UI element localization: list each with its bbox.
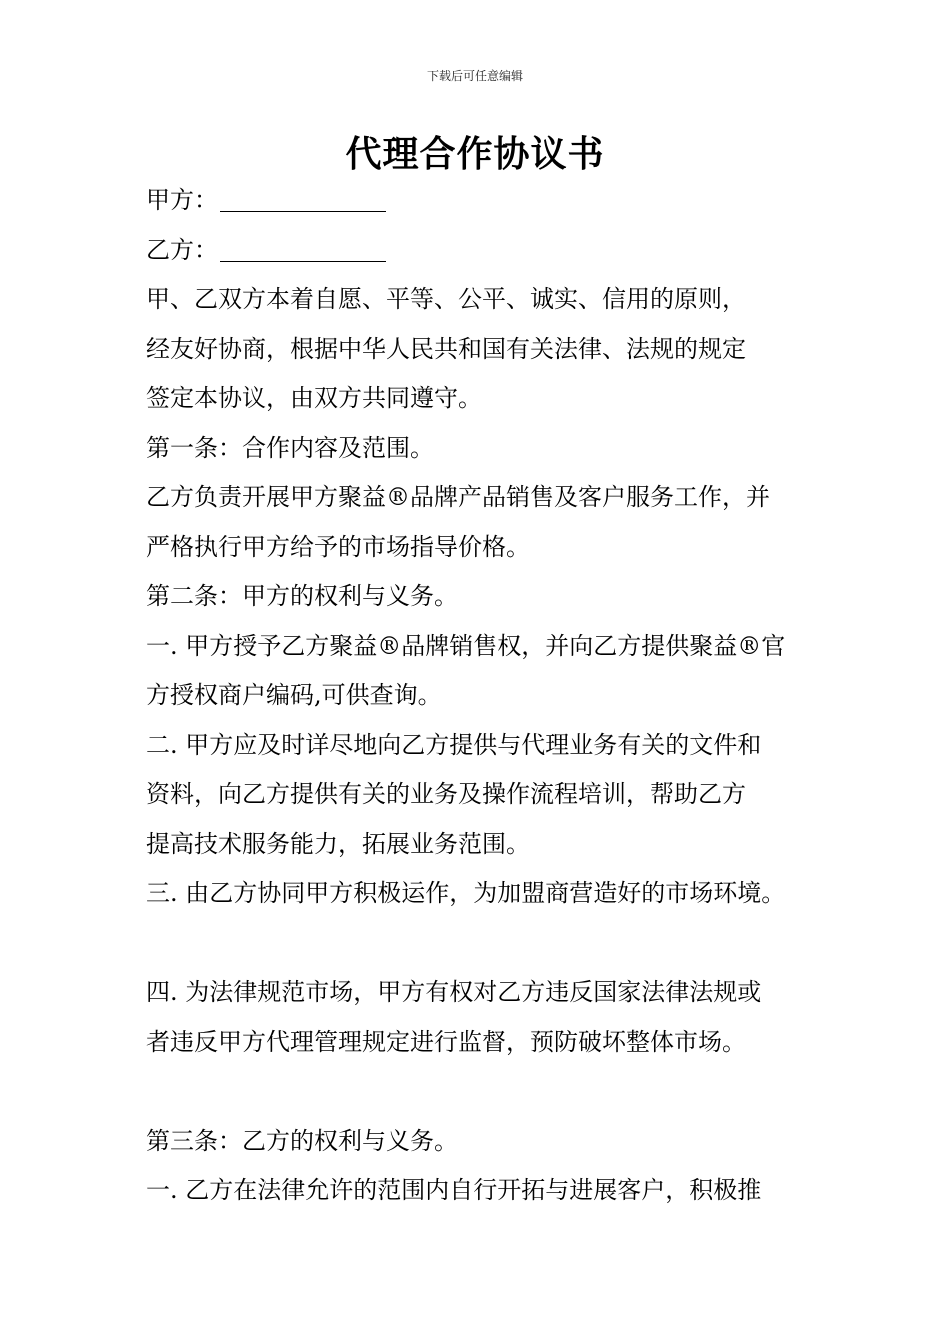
- party-b-line: [146, 226, 826, 276]
- preamble-line-1: 甲、乙双方本着自愿、平等、公平、诚实、信用的原则，: [146, 285, 746, 313]
- party-b-label: 乙方：: [146, 235, 218, 264]
- blank-line: [146, 1067, 826, 1117]
- header-note: 下载后可任意编辑: [426, 69, 523, 83]
- article-1-line-2: 严格执行甲方给予的市场指导价格。: [146, 532, 530, 561]
- article-2-item-1-line-2: 方授权商户编码,可供查询。: [146, 681, 442, 709]
- party-a-line: [146, 176, 826, 226]
- party-a-blank[interactable]: [220, 181, 386, 212]
- blank-line: [146, 919, 826, 969]
- preamble-line-2: 经友好协商，根据中华人民共和国有关法律、法规的规定: [146, 334, 746, 363]
- article-2-item-4-line-1: 四. 为法律规范市场，甲方有权对乙方违反国家法律法规或: [146, 978, 762, 1006]
- document-title: 代理合作协议书: [345, 133, 605, 175]
- article-2-item-2-line-2: 资料，向乙方提供有关的业务及操作流程培训，帮助乙方: [146, 780, 746, 808]
- article-2-item-3: 三. 由乙方协同甲方积极运作，为加盟商营造好的市场环境。: [146, 879, 786, 907]
- document-body: [146, 176, 826, 1216]
- party-b-blank[interactable]: [220, 231, 386, 262]
- article-1-heading: 第一条：合作内容及范围。: [146, 433, 434, 462]
- article-2-item-2-line-1: 二. 甲方应及时详尽地向乙方提供与代理业务有关的文件和: [146, 730, 762, 759]
- preamble-line-3: 签定本协议，由双方共同遵守。: [146, 384, 482, 412]
- article-2-heading: 第二条：甲方的权利与义务。: [146, 582, 458, 610]
- article-2-item-1-line-1: 一. 甲方授予乙方聚益®品牌销售权，并向乙方提供聚益®官: [146, 631, 786, 660]
- article-2-item-4-line-2: 者违反甲方代理管理规定进行监督，预防破坏整体市场。: [146, 1027, 746, 1056]
- article-3-heading: 第三条：乙方的权利与义务。: [146, 1126, 458, 1155]
- party-a-label: 甲方：: [146, 186, 218, 214]
- article-1-line-1: 乙方负责开展甲方聚益®品牌产品销售及客户服务工作，并: [146, 483, 770, 511]
- article-2-item-2-line-3: 提高技术服务能力，拓展业务范围。: [146, 829, 530, 858]
- article-3-item-1-line-1: 一. 乙方在法律允许的范围内自行开拓与进展客户，积极推: [146, 1176, 762, 1204]
